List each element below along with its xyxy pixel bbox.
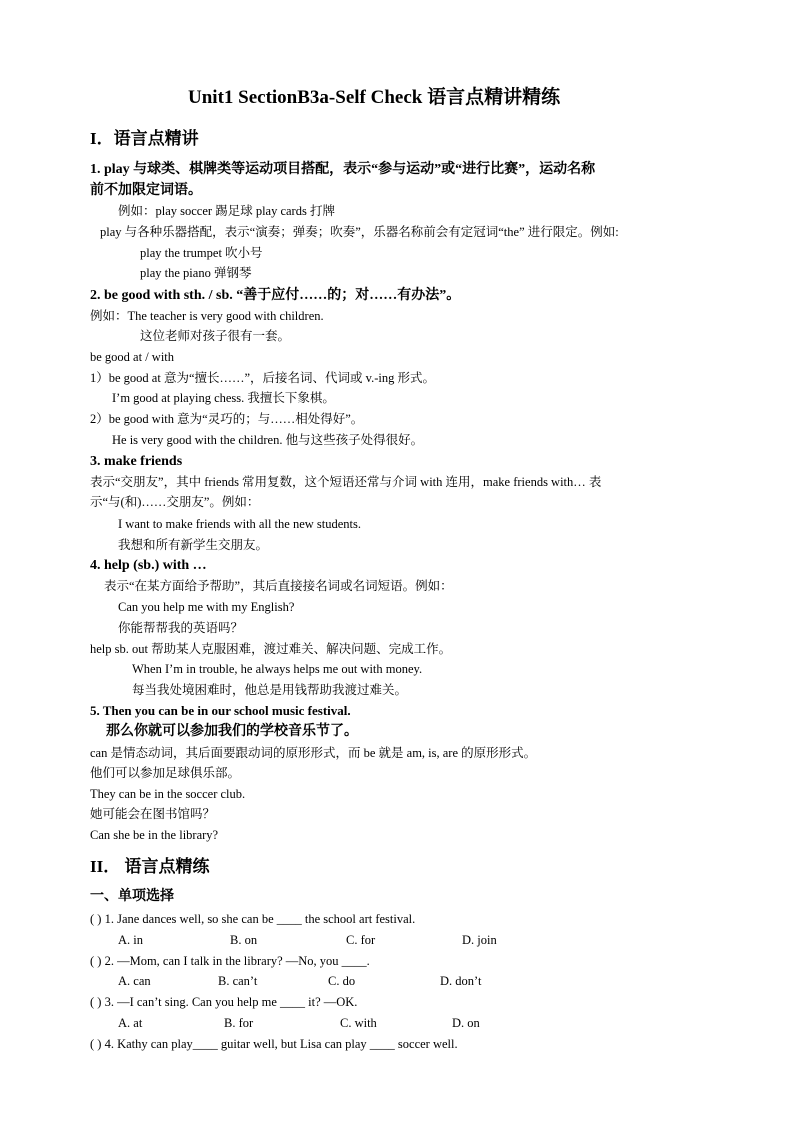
question-1-option-d: D. join xyxy=(462,933,497,947)
point-1-example-2: play the trumpet 吹小号 xyxy=(140,246,263,260)
point-4-example-1-cn: 你能帮帮我的英语吗？ xyxy=(118,621,244,635)
section-2-heading: II． 语言点精练 xyxy=(90,857,210,876)
point-4-example-2-en: When I’m in trouble, he always helps me out with money. xyxy=(132,662,423,676)
page-title: Unit1 SectionB3a-Self Check 语言点精讲精练 xyxy=(188,87,561,108)
point-3-body-2: 示“与(和)……交朋友”。例如： xyxy=(90,495,260,509)
point-5-heading-cn: 那么你就可以参加我们的学校音乐节了。 xyxy=(106,724,358,739)
point-5-example-1-cn: 他们可以参加足球俱乐部。 xyxy=(90,766,241,780)
question-4: ( ) 4. Kathy can play____ guitar well, but Lisa can play ____ soccer well. xyxy=(90,1037,458,1051)
point-5-example-1-en: They can be in the soccer club. xyxy=(90,787,246,801)
question-3-option-c: C. with xyxy=(340,1016,377,1030)
question-2: ( ) 2. —Mom, can I talk in the library? —No, you ____. xyxy=(90,954,370,968)
point-4-body: 表示“在某方面给予帮助”，其后直接接名词或名词短语。例如： xyxy=(104,579,453,593)
section-1-heading: I．语言点精讲 xyxy=(90,129,199,148)
point-2-item-2-example: He is very good with the children. 他与这些孩子处得很好。 xyxy=(112,433,424,447)
question-2-option-d: D. don’t xyxy=(440,974,482,988)
question-2-option-b: B. can’t xyxy=(218,974,258,988)
question-3-option-d: D. on xyxy=(452,1016,480,1030)
question-1-option-a: A. in xyxy=(118,933,143,947)
point-3-example-en: I want to make friends with all the new students. xyxy=(118,517,361,531)
point-2-heading: 2. be good with sth. / sb. “善于应付……的；对……有办法”。 xyxy=(90,288,461,303)
point-1-example-1: 例如：play soccer 踢足球 play cards 打牌 xyxy=(118,204,335,218)
question-3: ( ) 3. —I can’t sing. Can you help me ____ it? —OK. xyxy=(90,995,358,1009)
point-3-body-1: 表示“交朋友”，其中 friends 常用复数，这个短语还常与介词 with 连用，make friends with… 表 xyxy=(90,475,602,489)
question-2-option-c: C. do xyxy=(328,974,356,988)
point-2-example-cn: 这位老师对孩子很有一套。 xyxy=(140,329,291,343)
question-1: ( ) 1. Jane dances well, so she can be ____ the school art festival. xyxy=(90,912,416,926)
point-5-heading-en: 5. Then you can be in our school music festival. xyxy=(90,703,351,718)
point-1-note: play 与各种乐器搭配，表示“演奏；弹奏；吹奏”，乐器名称前会有定冠词“the” 进行限定。例如: xyxy=(100,225,619,239)
question-1-option-c: C. for xyxy=(346,933,376,947)
question-2-option-a: A. can xyxy=(118,974,151,988)
point-2-item-2: 2）be good with 意为“灵巧的；与……相处得好”。 xyxy=(90,412,364,426)
point-2-example-en: 例如：The teacher is very good with children. xyxy=(90,309,324,323)
point-2-item-1: 1）be good at 意为“擅长……”，后接名词、代词或 v.-ing 形式。 xyxy=(90,371,435,385)
point-2-item-1-example: I’m good at playing chess. 我擅长下象棋。 xyxy=(112,391,335,405)
point-4-example-1-en: Can you help me with my English? xyxy=(118,600,295,614)
point-3-example-cn: 我想和所有新学生交朋友。 xyxy=(118,538,269,552)
point-1-heading-line-1: 1. play 与球类、棋牌类等运动项目搭配，表示“参与运动”或“进行比赛”，运动名称 xyxy=(90,162,596,177)
point-5-example-2-en: Can she be in the library? xyxy=(90,828,219,842)
question-1-option-b: B. on xyxy=(230,933,258,947)
question-3-option-a: A. at xyxy=(118,1016,143,1030)
point-1-example-3: play the piano 弹钢琴 xyxy=(140,266,252,280)
point-3-heading: 3. make friends xyxy=(90,454,183,469)
point-5-example-2-cn: 她可能会在图书馆吗？ xyxy=(90,807,216,821)
point-1-heading-line-2: 前不加限定词语。 xyxy=(90,183,202,198)
point-5-body: can 是情态动词，其后面要跟动词的原形形式，而 be 就是 am, is, are 的原形形式。 xyxy=(90,746,537,760)
point-2-label: be good at / with xyxy=(90,350,175,364)
point-4-example-2-cn: 每当我处境困难时，他总是用钱帮助我渡过难关。 xyxy=(132,683,408,697)
question-3-option-b: B. for xyxy=(224,1016,254,1030)
section-2-subheading: 一、单项选择 xyxy=(90,889,174,904)
point-4-body-2: help sb. out 帮助某人克服困难，渡过难关、解决问题、完成工作。 xyxy=(90,642,452,656)
point-4-heading: 4. help (sb.) with … xyxy=(90,558,207,573)
